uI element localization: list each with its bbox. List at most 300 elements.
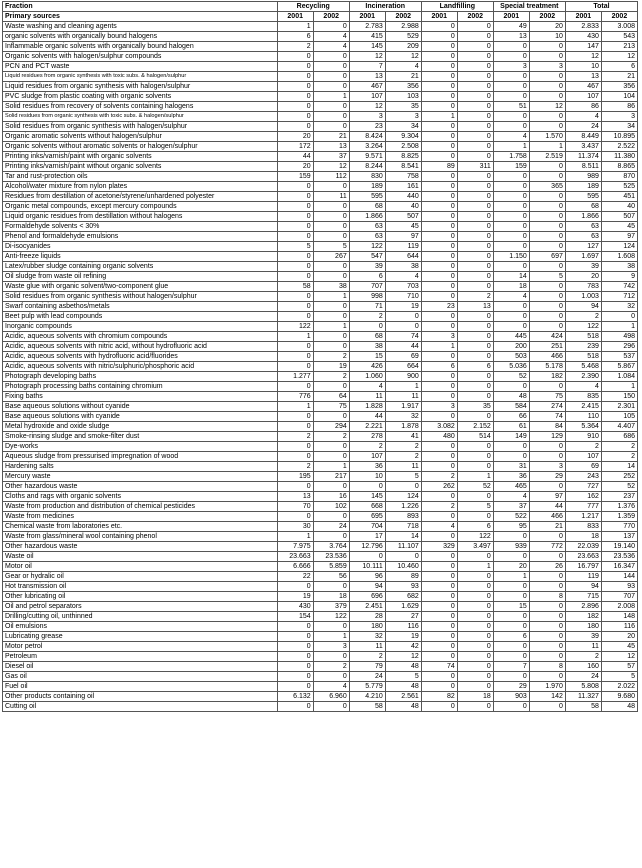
- value-cell: 0: [529, 42, 565, 52]
- value-cell: 1: [313, 322, 349, 332]
- value-cell: 38: [385, 262, 421, 272]
- value-cell: 0: [277, 72, 313, 82]
- value-cell: 3: [529, 62, 565, 72]
- value-cell: 31: [493, 462, 529, 472]
- value-cell: 13: [565, 72, 601, 82]
- value-cell: 2: [349, 652, 385, 662]
- table-row: [3, 232, 638, 242]
- value-cell: 7: [493, 662, 529, 672]
- fraction-name: Other hazardous waste: [3, 542, 278, 552]
- value-cell: 19: [313, 362, 349, 372]
- value-cell: 3: [493, 62, 529, 72]
- value-cell: 93: [601, 582, 637, 592]
- value-cell: 217: [313, 472, 349, 482]
- value-cell: 2.221: [349, 422, 385, 432]
- value-cell: 0: [457, 452, 493, 462]
- value-cell: 3.264: [349, 142, 385, 152]
- value-cell: 0: [457, 42, 493, 52]
- value-cell: 2.561: [385, 692, 421, 702]
- value-cell: 0: [529, 192, 565, 202]
- value-cell: 514: [457, 432, 493, 442]
- value-cell: 1.060: [349, 372, 385, 382]
- fraction-name: Smoke-rinsing sludge and smoke-filter dust: [3, 432, 278, 442]
- value-cell: 0: [421, 532, 457, 542]
- table-row: [3, 672, 638, 682]
- value-cell: 44: [529, 502, 565, 512]
- value-cell: 52: [457, 482, 493, 492]
- value-cell: 4: [385, 272, 421, 282]
- value-cell: 0: [457, 52, 493, 62]
- value-cell: 0: [457, 622, 493, 632]
- value-cell: 0: [277, 272, 313, 282]
- value-cell: 0: [313, 622, 349, 632]
- value-cell: 195: [277, 472, 313, 482]
- value-cell: 0: [313, 212, 349, 222]
- value-cell: 52: [601, 482, 637, 492]
- year-header: 2002: [529, 12, 565, 22]
- value-cell: 1.866: [565, 212, 601, 222]
- year-header: 2001: [421, 12, 457, 22]
- value-cell: 162: [565, 492, 601, 502]
- value-cell: 94: [565, 582, 601, 592]
- value-cell: 1.084: [601, 372, 637, 382]
- value-cell: 0: [421, 702, 457, 712]
- value-cell: 0: [457, 172, 493, 182]
- value-cell: 686: [601, 432, 637, 442]
- value-cell: 0: [421, 552, 457, 562]
- value-cell: 116: [601, 622, 637, 632]
- value-cell: 116: [385, 622, 421, 632]
- value-cell: 2.008: [601, 602, 637, 612]
- value-cell: 36: [349, 462, 385, 472]
- value-cell: 0: [529, 532, 565, 542]
- value-cell: 0: [529, 122, 565, 132]
- value-cell: 74: [421, 662, 457, 672]
- value-cell: 0: [493, 322, 529, 332]
- value-cell: 127: [565, 242, 601, 252]
- value-cell: 703: [385, 282, 421, 292]
- value-cell: 103: [385, 92, 421, 102]
- value-cell: 465: [493, 482, 529, 492]
- value-cell: 507: [385, 212, 421, 222]
- value-cell: 1: [277, 332, 313, 342]
- value-cell: 20: [493, 562, 529, 572]
- value-cell: 182: [565, 612, 601, 622]
- value-cell: 40: [385, 202, 421, 212]
- value-cell: 451: [601, 192, 637, 202]
- value-cell: 35: [457, 402, 493, 412]
- value-cell: 830: [349, 172, 385, 182]
- value-cell: 97: [385, 232, 421, 242]
- primary-sources-header: Primary sources: [3, 12, 278, 22]
- value-cell: 12: [385, 652, 421, 662]
- value-cell: 23.536: [313, 552, 349, 562]
- value-cell: 1.376: [601, 502, 637, 512]
- value-cell: 0: [457, 182, 493, 192]
- value-cell: 12: [601, 52, 637, 62]
- fraction-name: Motor oil: [3, 562, 278, 572]
- table-row: [3, 152, 638, 162]
- value-cell: 0: [313, 482, 349, 492]
- value-cell: 0: [313, 72, 349, 82]
- value-cell: 379: [313, 602, 349, 612]
- value-cell: 0: [529, 632, 565, 642]
- value-cell: 4: [313, 32, 349, 42]
- fraction-name: Beet pulp with lead compounds: [3, 312, 278, 322]
- value-cell: 0: [457, 322, 493, 332]
- value-cell: 0: [457, 382, 493, 392]
- value-cell: 0: [493, 212, 529, 222]
- value-cell: 0: [313, 332, 349, 342]
- value-cell: 68: [349, 202, 385, 212]
- table-row: [3, 392, 638, 402]
- value-cell: 0: [277, 232, 313, 242]
- value-cell: 18: [565, 532, 601, 542]
- fraction-name: PVC sludge from plastic coating with organic solvents: [3, 92, 278, 102]
- value-cell: 63: [349, 222, 385, 232]
- value-cell: 776: [277, 392, 313, 402]
- value-cell: 0: [457, 242, 493, 252]
- value-cell: 1: [277, 402, 313, 412]
- fraction-name: Other lubricating oil: [3, 592, 278, 602]
- value-cell: 697: [529, 252, 565, 262]
- value-cell: 0: [493, 202, 529, 212]
- value-cell: 0: [313, 702, 349, 712]
- value-cell: 45: [385, 222, 421, 232]
- value-cell: 0: [277, 682, 313, 692]
- value-cell: 15: [349, 352, 385, 362]
- value-cell: 23: [349, 122, 385, 132]
- value-cell: 8.541: [385, 162, 421, 172]
- value-cell: 2: [601, 452, 637, 462]
- value-cell: 503: [493, 352, 529, 362]
- table-row: [3, 332, 638, 342]
- value-cell: 0: [277, 422, 313, 432]
- value-cell: 82: [421, 692, 457, 702]
- value-cell: 547: [349, 252, 385, 262]
- value-cell: 159: [277, 172, 313, 182]
- value-cell: 0: [385, 312, 421, 322]
- value-cell: 1: [313, 632, 349, 642]
- value-cell: 365: [529, 182, 565, 192]
- fraction-name: Chemical waste from laboratories etc.: [3, 522, 278, 532]
- value-cell: 39: [349, 262, 385, 272]
- value-cell: 0: [421, 142, 457, 152]
- value-cell: 110: [565, 412, 601, 422]
- value-cell: 18: [457, 692, 493, 702]
- value-cell: 727: [565, 482, 601, 492]
- value-cell: 0: [493, 172, 529, 182]
- value-cell: 0: [457, 82, 493, 92]
- value-cell: 12: [385, 52, 421, 62]
- value-cell: 0: [457, 512, 493, 522]
- fraction-name: Acidic, aqueous solvents with nitric/sulphuric/phosphoric acid: [3, 362, 278, 372]
- fraction-name: Aqueous sludge from pressurised impregnation of wood: [3, 452, 278, 462]
- value-cell: 5.808: [565, 682, 601, 692]
- value-cell: 440: [385, 192, 421, 202]
- value-cell: 1.150: [493, 252, 529, 262]
- table-row: [3, 302, 638, 312]
- value-cell: 0: [529, 552, 565, 562]
- value-cell: 0: [493, 82, 529, 92]
- value-cell: 0: [421, 642, 457, 652]
- value-cell: 11: [565, 642, 601, 652]
- value-cell: 1: [529, 142, 565, 152]
- table-row: [3, 122, 638, 132]
- value-cell: 61: [493, 422, 529, 432]
- value-cell: 243: [565, 472, 601, 482]
- value-cell: 0: [421, 42, 457, 52]
- value-cell: 0: [421, 272, 457, 282]
- value-cell: 1: [313, 92, 349, 102]
- value-cell: 0: [277, 182, 313, 192]
- table-row: [3, 632, 638, 642]
- value-cell: 0: [421, 152, 457, 162]
- value-cell: 0: [457, 192, 493, 202]
- value-cell: 0: [313, 412, 349, 422]
- value-cell: 14: [493, 272, 529, 282]
- value-cell: 6.960: [313, 692, 349, 702]
- table-row: [3, 402, 638, 412]
- value-cell: 0: [457, 592, 493, 602]
- value-cell: 910: [565, 432, 601, 442]
- value-cell: 69: [385, 352, 421, 362]
- value-cell: 0: [421, 492, 457, 502]
- value-cell: 252: [601, 472, 637, 482]
- value-cell: 18: [493, 282, 529, 292]
- value-cell: 21: [313, 132, 349, 142]
- value-cell: 0: [457, 232, 493, 242]
- header-row-years: [3, 12, 638, 22]
- value-cell: 0: [313, 442, 349, 452]
- fraction-name: Printing inks/varnish/paint with organic solvents: [3, 152, 278, 162]
- value-cell: 13: [493, 32, 529, 42]
- value-cell: 0: [457, 552, 493, 562]
- value-cell: 0: [529, 222, 565, 232]
- value-cell: 2: [313, 372, 349, 382]
- value-cell: 2: [565, 652, 601, 662]
- value-cell: 0: [421, 92, 457, 102]
- fraction-name: Motor petrol: [3, 642, 278, 652]
- value-cell: 20: [277, 162, 313, 172]
- fraction-name: Liquid residues from organic synthesis with halogen/sulphur: [3, 82, 278, 92]
- value-cell: 0: [421, 222, 457, 232]
- table-row: [3, 452, 638, 462]
- value-cell: 0: [457, 32, 493, 42]
- year-header: 2001: [349, 12, 385, 22]
- fraction-name: Residues from destillation of acetone/styrene/unhardened polyester: [3, 192, 278, 202]
- value-cell: 107: [565, 92, 601, 102]
- value-cell: 41: [385, 432, 421, 442]
- fraction-name: Cutting oil: [3, 702, 278, 712]
- value-cell: 11: [313, 192, 349, 202]
- value-cell: 18: [313, 592, 349, 602]
- value-cell: 1.878: [385, 422, 421, 432]
- value-cell: 0: [385, 322, 421, 332]
- value-cell: 0: [457, 582, 493, 592]
- value-cell: 24: [313, 522, 349, 532]
- value-cell: 0: [457, 72, 493, 82]
- value-cell: 0: [529, 232, 565, 242]
- value-cell: 0: [421, 202, 457, 212]
- value-cell: 1.277: [277, 372, 313, 382]
- value-cell: 107: [349, 92, 385, 102]
- fraction-name: Organic aromatic solvents without halogen/sulphur: [3, 132, 278, 142]
- table-row: [3, 562, 638, 572]
- table-row: [3, 212, 638, 222]
- value-cell: 0: [421, 622, 457, 632]
- value-cell: 835: [565, 392, 601, 402]
- value-cell: 1: [493, 572, 529, 582]
- value-cell: 0: [493, 42, 529, 52]
- fraction-name: Photograph developing baths: [3, 372, 278, 382]
- table-row: [3, 372, 638, 382]
- value-cell: 1: [493, 142, 529, 152]
- value-cell: 0: [277, 672, 313, 682]
- value-cell: 12: [313, 162, 349, 172]
- value-cell: 0: [313, 52, 349, 62]
- value-cell: 160: [565, 662, 601, 672]
- value-cell: 0: [421, 612, 457, 622]
- value-cell: 10: [349, 472, 385, 482]
- table-row: [3, 362, 638, 372]
- value-cell: 0: [277, 122, 313, 132]
- value-cell: 0: [529, 382, 565, 392]
- table-row: [3, 112, 638, 122]
- value-cell: 122: [457, 532, 493, 542]
- fraction-name: Acidic, aqueous solvents with hydrofluoric acid/fluorides: [3, 352, 278, 362]
- value-cell: 74: [385, 332, 421, 342]
- value-cell: 95: [493, 522, 529, 532]
- fraction-name: Solid residues from organic synthesis with toxic subs. & halogen/sulphur: [3, 112, 278, 122]
- value-cell: 0: [277, 62, 313, 72]
- value-cell: 20: [529, 22, 565, 32]
- value-cell: 122: [565, 322, 601, 332]
- table-row: [3, 612, 638, 622]
- value-cell: 12: [565, 52, 601, 62]
- value-cell: 79: [349, 662, 385, 672]
- value-cell: 0: [457, 142, 493, 152]
- value-cell: 45: [601, 642, 637, 652]
- value-cell: 0: [421, 22, 457, 32]
- value-cell: 0: [493, 592, 529, 602]
- value-cell: 97: [601, 232, 637, 242]
- value-cell: 0: [313, 672, 349, 682]
- value-cell: 32: [349, 632, 385, 642]
- fraction-name: Waste oil: [3, 552, 278, 562]
- value-cell: 0: [421, 382, 457, 392]
- value-cell: 0: [457, 252, 493, 262]
- fraction-name: Gear or hydralic oil: [3, 572, 278, 582]
- value-cell: 0: [457, 122, 493, 132]
- value-cell: 0: [313, 122, 349, 132]
- table-row: [3, 432, 638, 442]
- value-cell: 6: [457, 362, 493, 372]
- value-cell: 529: [385, 32, 421, 42]
- value-cell: 0: [421, 262, 457, 272]
- value-cell: 695: [349, 512, 385, 522]
- table-row: [3, 312, 638, 322]
- value-cell: 0: [385, 552, 421, 562]
- value-cell: 0: [277, 622, 313, 632]
- value-cell: 0: [529, 482, 565, 492]
- value-cell: 36: [493, 472, 529, 482]
- value-cell: 8.511: [565, 162, 601, 172]
- value-cell: 7: [349, 62, 385, 72]
- page: [2, 1, 638, 712]
- value-cell: 783: [565, 282, 601, 292]
- value-cell: 209: [385, 42, 421, 52]
- value-cell: 2.508: [385, 142, 421, 152]
- value-cell: 0: [493, 642, 529, 652]
- fraction-name: PCN and PCT waste: [3, 62, 278, 72]
- value-cell: 0: [529, 652, 565, 662]
- value-cell: 1.608: [601, 252, 637, 262]
- value-cell: 0: [421, 182, 457, 192]
- value-cell: 38: [313, 282, 349, 292]
- value-cell: 3: [529, 462, 565, 472]
- value-cell: 0: [457, 342, 493, 352]
- value-cell: 0: [493, 182, 529, 192]
- value-cell: 0: [457, 92, 493, 102]
- value-cell: 23.663: [277, 552, 313, 562]
- value-cell: 0: [529, 622, 565, 632]
- value-cell: 9.680: [601, 692, 637, 702]
- value-cell: 3.437: [565, 142, 601, 152]
- value-cell: 1.570: [529, 132, 565, 142]
- value-cell: 4.407: [601, 422, 637, 432]
- table-row: [3, 442, 638, 452]
- value-cell: 467: [349, 82, 385, 92]
- value-cell: 0: [421, 392, 457, 402]
- value-cell: 5.779: [349, 682, 385, 692]
- value-cell: 0: [493, 112, 529, 122]
- value-cell: 0: [313, 22, 349, 32]
- table-row: [3, 92, 638, 102]
- table-row: [3, 572, 638, 582]
- value-cell: 21: [385, 72, 421, 82]
- value-cell: 0: [421, 212, 457, 222]
- value-cell: 2.896: [565, 602, 601, 612]
- value-cell: 0: [457, 642, 493, 652]
- value-cell: 0: [493, 52, 529, 62]
- value-cell: 0: [421, 682, 457, 692]
- value-cell: 2.988: [385, 22, 421, 32]
- value-cell: 2.301: [601, 402, 637, 412]
- value-cell: 0: [457, 612, 493, 622]
- value-cell: 172: [277, 142, 313, 152]
- value-cell: 0: [313, 302, 349, 312]
- value-cell: 4: [493, 292, 529, 302]
- value-cell: 86: [601, 102, 637, 112]
- value-cell: 0: [529, 452, 565, 462]
- value-cell: 3: [421, 402, 457, 412]
- value-cell: 267: [313, 252, 349, 262]
- table-row: [3, 522, 638, 532]
- value-cell: 0: [421, 512, 457, 522]
- value-cell: 0: [349, 552, 385, 562]
- value-cell: 0: [529, 582, 565, 592]
- table-row: [3, 472, 638, 482]
- value-cell: 0: [493, 242, 529, 252]
- value-cell: 0: [313, 82, 349, 92]
- value-cell: 0: [529, 82, 565, 92]
- fraction-name: Fuel oil: [3, 682, 278, 692]
- value-cell: 11.380: [601, 152, 637, 162]
- fraction-name: Lubricating grease: [3, 632, 278, 642]
- value-cell: 51: [493, 102, 529, 112]
- value-cell: 1.917: [385, 402, 421, 412]
